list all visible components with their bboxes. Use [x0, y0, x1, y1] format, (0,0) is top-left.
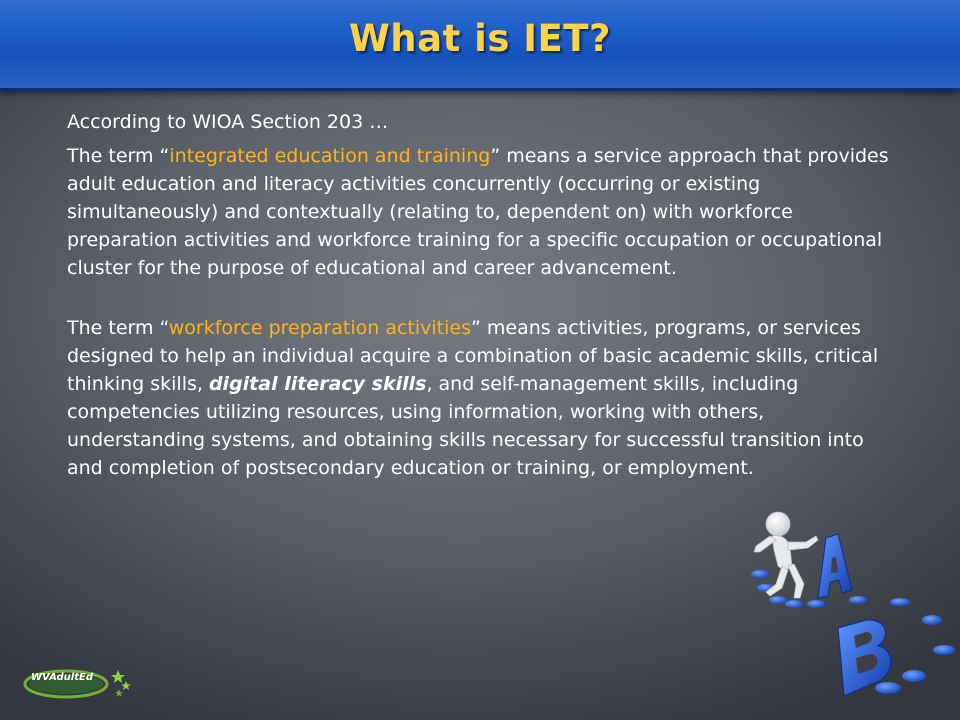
slide-content [67, 108, 897, 482]
logo-text: WVAdultEd [31, 672, 93, 683]
intro-text: According to WIOA Section 203 … [67, 111, 389, 133]
definition-iet [67, 142, 897, 282]
title-bar [0, 0, 960, 91]
definition-workforce-prep [67, 314, 897, 482]
digital-literacy-emphasis: digital literacy skills [208, 373, 427, 395]
iet-text-start: The term “ [67, 145, 170, 167]
wpa-text-rest: , and self-management skills, including competencies utilizing resources, using information, working with others, understanding systems, and obtaining skills necessary for successful transition into and completion of postsecondary education or training, or employment. [67, 373, 864, 479]
iet-text-rest: ” means a service approach that provides adult education and literacy activities concurrently (occurring or existing simultaneously) and contextually (relating to, dependent on) with workforce preparation activities and workforce training for a specific occupation or occupational cluster for the purpose of educational and career advancement. [67, 145, 889, 279]
stick-figure-letters-illustration [726, 500, 960, 720]
wpa-text-start: The term “ [67, 317, 169, 339]
iet-highlight-term: integrated education and training [169, 145, 491, 167]
slide-title: What is IET? [348, 17, 612, 60]
wvadulted-logo [22, 662, 134, 702]
wpa-text-middle: ” means activities, programs, or services designed to help an individual acquire a combination of basic academic skills, critical thinking skills, [67, 317, 879, 395]
wpa-highlight-term: workforce preparation activities [168, 317, 471, 339]
letter-a-block [818, 534, 852, 598]
